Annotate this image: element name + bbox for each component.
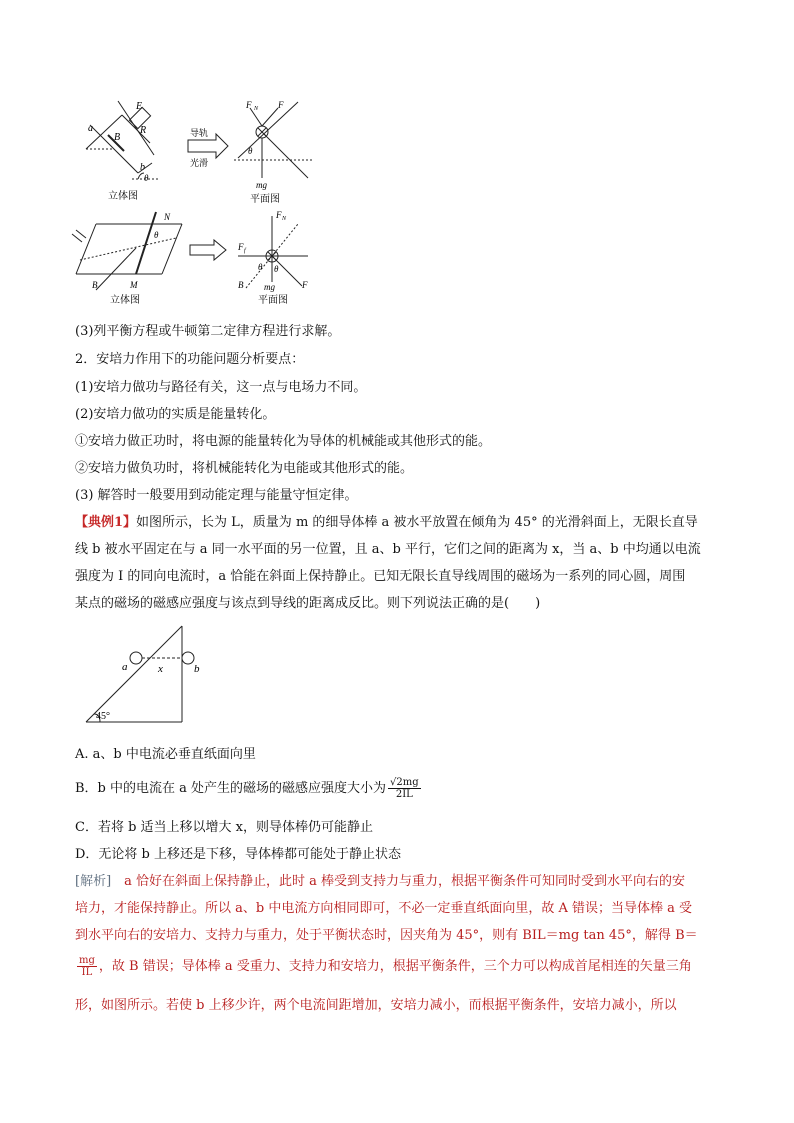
figure-rail-3d-top [78, 95, 168, 205]
label-N: N [164, 212, 171, 222]
option-b [75, 777, 423, 800]
analysis-line-4 [75, 955, 692, 978]
label-Ff: F [238, 242, 244, 252]
figure-arrow-top [186, 128, 232, 168]
caption-3d: 立体图 [108, 191, 138, 202]
label-theta: θ [144, 173, 149, 183]
point-2-heading: 2．安培力作用下的功能问题分析要点： [75, 352, 305, 367]
label-theta-2: θ [154, 230, 159, 240]
analysis-tag: [解析] [75, 874, 112, 889]
example-line-2: 线 b 被水平固定在与 a 同一水平面的另一位置，且 a、b 平行，它们之间的距离为 x，当 a、b 中均通以电流 [75, 542, 701, 557]
option-b-fraction [388, 777, 421, 800]
label-E: E [136, 101, 143, 112]
caption-3d-2: 立体图 [110, 295, 140, 306]
point-2-item-3: (3) 解答时一般要用到动能定理与能量守恒定律。 [75, 488, 358, 503]
step-3-text: (3)列平衡方程或牛顿第二定律方程进行求解。 [75, 324, 341, 339]
analysis-line-3: 到水平向右的安培力、支持力与重力，处于平衡状态时，因夹角为 45°，则有 BIL＝mg tan 45°，解得 B＝ [75, 928, 698, 943]
analysis-fraction [77, 955, 97, 978]
figure-arrow-bottom [188, 238, 230, 262]
incline-label-x: x [158, 663, 163, 675]
arrow-label-smooth: 光滑 [190, 158, 209, 168]
incline-label-angle: 45° [96, 711, 110, 722]
example-line-3: 强度为 I 的同向电流时，a 恰能在斜面上保持静止。已知无限长直导线周围的磁场为一系列的同心圆，周围 [75, 569, 686, 584]
figure-plane-bottom [232, 208, 324, 306]
label-F-2: F [302, 280, 308, 290]
label-theta-plane: θ [248, 146, 253, 156]
label-b: b [140, 162, 145, 173]
caption-plane-2: 平面图 [258, 295, 288, 306]
label-FN-sub-2: N [282, 216, 287, 222]
analysis-text-1: a 恰好在斜面上保持静止，此时 a 棒受到支持力与重力，根据平衡条件可知同时受到水平向右的安 [111, 874, 686, 889]
point-2-item-1: (1)安培力做功与路径有关，这一点与电场力不同。 [75, 380, 367, 395]
example-text-1: 如图所示，长为 L，质量为 m 的细导体棒 a 被水平放置在倾角为 45° 的光滑斜面上，无限长直导 [136, 515, 698, 530]
analysis-numerator: mg [79, 955, 95, 966]
analysis-denominator: IL [81, 967, 93, 978]
option-a: A. a、b 中电流必垂直纸面向里 [75, 747, 256, 762]
option-d: D．无论将 b 上移还是下移，导体棒都可能处于静止状态 [75, 847, 402, 862]
label-mg-2: mg [264, 282, 275, 292]
label-FN-2: F [276, 210, 282, 220]
example-tag: 【典例1】 [75, 515, 137, 530]
figure-incline [82, 620, 212, 730]
option-c: C．若将 b 适当上移以增大 x，则导体棒仍可能静止 [75, 820, 373, 835]
label-FN-sub: N [254, 106, 259, 112]
label-B-3: B [238, 280, 244, 290]
figure-plane-top [228, 98, 324, 206]
label-theta-3: θ [258, 262, 263, 272]
label-Ff-sub: f [244, 248, 246, 254]
arrow-label-rail: 导轨 [190, 128, 209, 138]
label-B-2: B [92, 280, 98, 290]
option-b-denominator: 2IL [395, 789, 413, 800]
caption-plane: 平面图 [250, 194, 280, 205]
point-2-circle-1: ①安培力做正功时，将电源的能量转化为导体的机械能或其他形式的能。 [75, 434, 492, 449]
label-B: B [114, 132, 121, 143]
point-2-item-2: (2)安培力做功的实质是能量转化。 [75, 407, 276, 422]
point-2-circle-2: ②安培力做负功时，将机械能转化为电能或其他形式的能。 [75, 461, 414, 476]
analysis-line-5: 形，如图所示。若使 b 上移少许，两个电流间距增加，安培力减小，而根据平衡条件，安培力减小，所以 [75, 998, 677, 1013]
example-line-1 [75, 513, 698, 533]
label-F: F [278, 100, 284, 110]
label-FN: F [246, 100, 252, 110]
analysis-line-2: 培力，才能保持静止。所以 a、b 中电流方向相同即可，不必一定垂直纸面向里，故 A 错误；当导体棒 a 受 [75, 901, 693, 916]
label-a: a [88, 123, 93, 134]
incline-label-b: b [194, 663, 200, 675]
figure-rail-3d-bottom [66, 208, 184, 306]
option-b-numerator: √2mg [390, 777, 419, 788]
label-M: M [130, 280, 138, 290]
label-theta-4: θ [274, 264, 279, 274]
label-R: R [140, 125, 147, 136]
analysis-text-4: ，故 B 错误；导体棒 a 受重力、支持力和安培力，根据平衡条件，三个力可以构成首尾相连的矢量三角 [98, 959, 692, 974]
label-mg: mg [256, 180, 267, 190]
analysis-line-1 [75, 872, 685, 892]
option-b-text: B．b 中的电流在 a 处产生的磁场的磁感应强度大小为 [75, 781, 387, 796]
example-line-4: 某点的磁场的磁感应强度与该点到导线的距离成反比。则下列说法正确的是( ) [75, 596, 541, 611]
incline-label-a: a [122, 661, 128, 673]
